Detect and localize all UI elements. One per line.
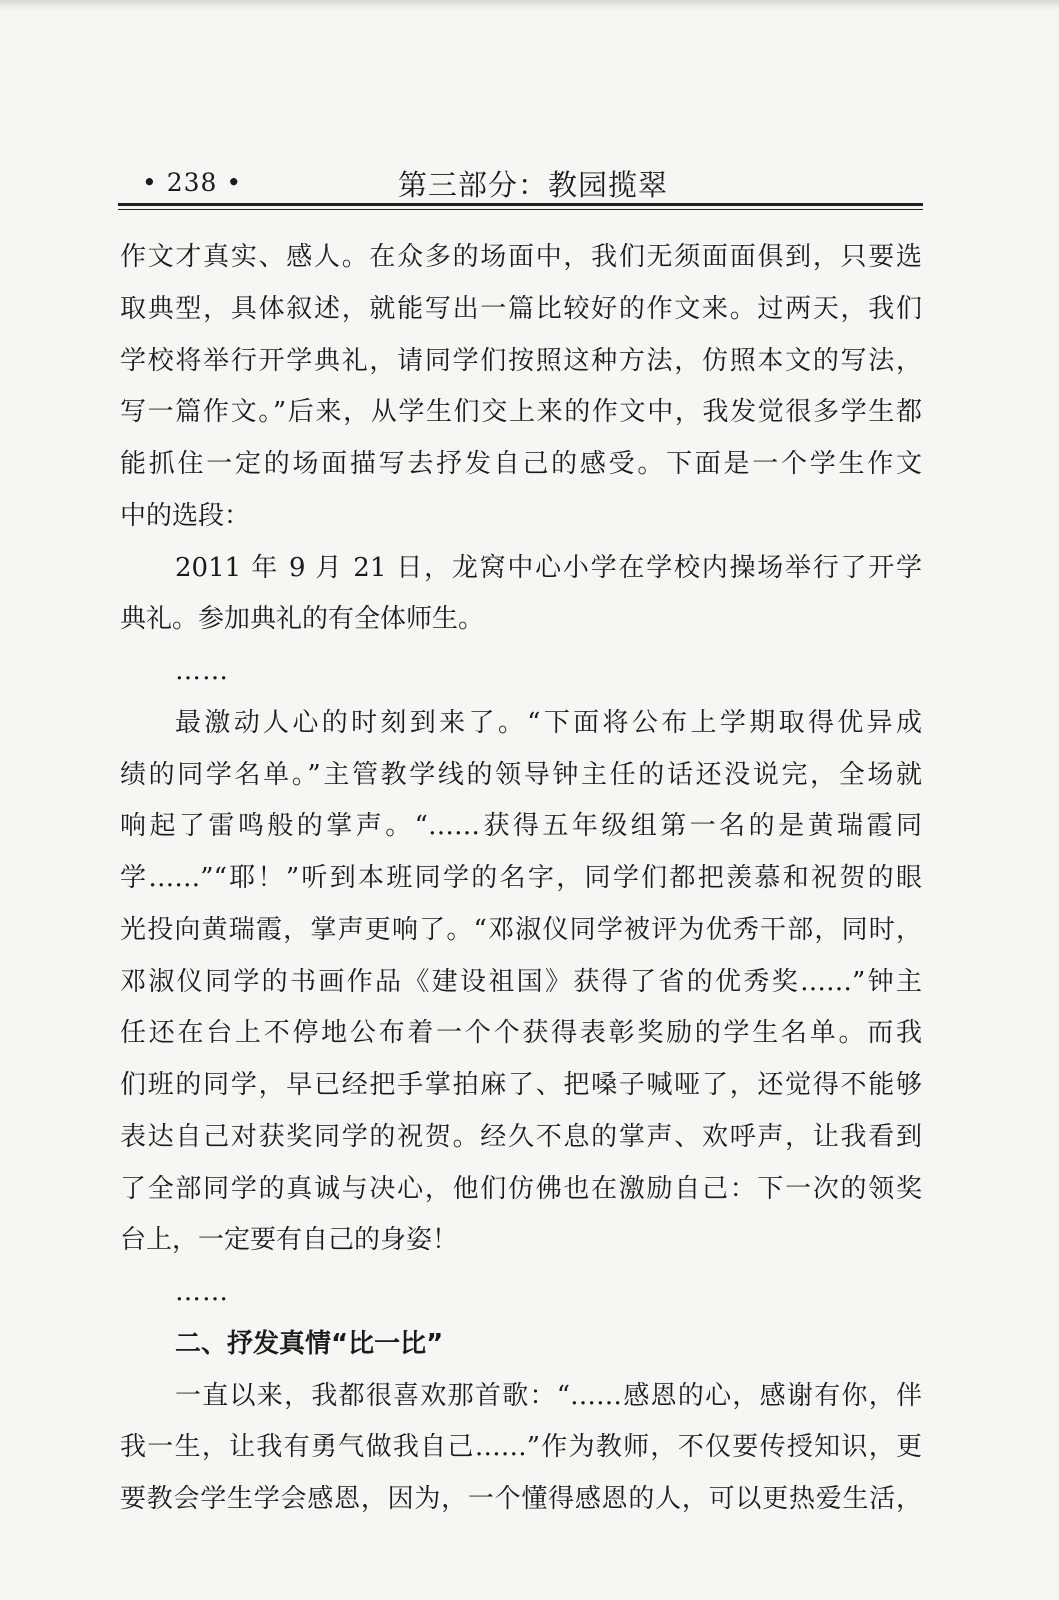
text-line: 学……”“耶！”听到本班同学的名字，同学们都把羡慕和祝贺的眼 — [120, 863, 922, 893]
text-line: 学校将举行开学典礼，请同学们按照这种方法，仿照本文的写法， — [120, 345, 922, 376]
text-line: 2011 年 9 月 21 日，龙窝中心小学在学校内操场举行了开学 — [175, 552, 922, 583]
ellipsis-line: …… — [175, 1277, 229, 1307]
text-line: 绩的同学名单。”主管教学线的领导钟主任的话还没说完，全场就 — [120, 759, 922, 790]
text-line: 邓淑仪同学的书画作品《建设祖国》获得了省的优秀奖……”钟主 — [120, 966, 922, 997]
text-line: 响起了雷鸣般的掌声。“……获得五年级组第一名的是黄瑞霞同 — [120, 811, 922, 842]
page-header — [118, 158, 923, 206]
text-line: 我一生，让我有勇气做我自己……”作为教师，不仅要传授知识，更 — [120, 1432, 922, 1463]
text-line: 写一篇作文。”后来，从学生们交上来的作文中，我发觉很多学生都 — [120, 397, 922, 428]
ellipsis-line: …… — [175, 656, 229, 686]
text-line: 台上，一定要有自己的身姿！ — [120, 1225, 459, 1256]
header-rule-thin — [118, 209, 923, 210]
text-line: 了全部同学的真诚与决心，他们仿佛也在激励自己：下一次的领奖 — [120, 1173, 922, 1204]
page-number: • 238 • — [142, 168, 243, 197]
running-head: 第三部分：教园揽翠 — [398, 168, 669, 202]
text-line: 取典型，具体叙述，就能写出一篇比较好的作文来。过两天，我们 — [120, 293, 922, 324]
body-text — [120, 232, 922, 1526]
text-line: 任还在台上不停地公布着一个个获得表彰奖励的学生名单。而我 — [120, 1018, 922, 1049]
text-line: 一直以来，我都很喜欢那首歌：“……感恩的心，感谢有你，伴 — [175, 1380, 922, 1411]
text-line: 作文才真实、感人。在众多的场面中，我们无须面面俱到，只要选 — [120, 242, 922, 272]
text-line: 中的选段： — [120, 500, 251, 531]
section-heading: 二、抒发真情“比一比” — [175, 1328, 444, 1359]
text-line: 最激动人心的时刻到来了。“下面将公布上学期取得优异成 — [175, 707, 922, 738]
scan-edge-shadow — [0, 0, 1059, 10]
text-line: 能抓住一定的场面描写去抒发自己的感受。下面是一个学生作文 — [120, 449, 922, 479]
text-line: 光投向黄瑞霞，掌声更响了。“邓淑仪同学被评为优秀干部，同时， — [120, 914, 922, 945]
header-rule-thick — [118, 203, 923, 206]
text-line: 们班的同学，早已经把手掌拍麻了、把嗓子喊哑了，还觉得不能够 — [120, 1070, 922, 1100]
text-line: 表达自己对获奖同学的祝贺。经久不息的掌声、欢呼声，让我看到 — [120, 1121, 922, 1152]
text-line: 典礼。参加典礼的有全体师生。 — [120, 604, 485, 635]
text-line: 要教会学生学会感恩，因为，一个懂得感恩的人，可以更热爱生活， — [120, 1484, 922, 1514]
